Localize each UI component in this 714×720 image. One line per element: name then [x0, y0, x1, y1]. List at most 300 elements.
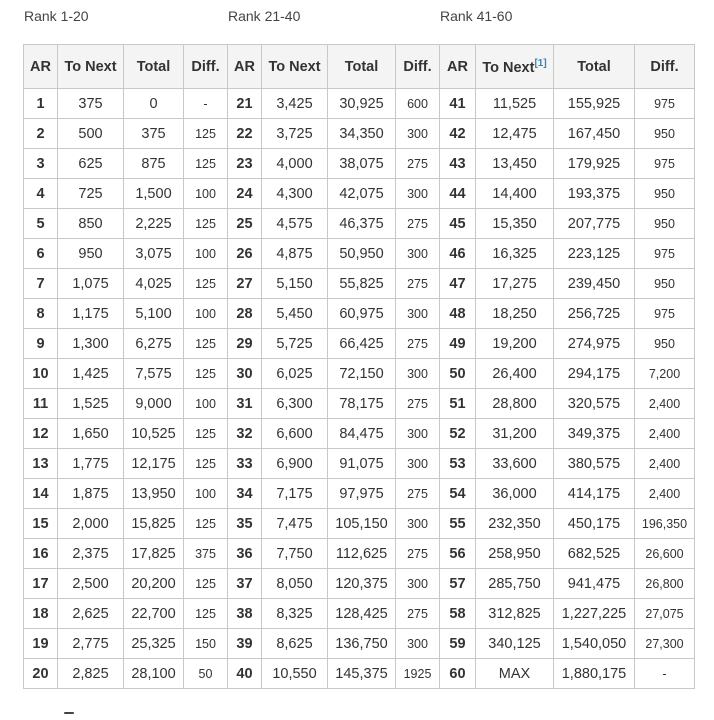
cell-ar: 3 — [24, 149, 58, 179]
cell-to-next: 6,300 — [262, 389, 328, 419]
table-row — [228, 629, 440, 659]
caption-rank-21-40: Rank 21-40 — [228, 8, 301, 24]
cell-total: 167,450 — [554, 119, 635, 149]
cell-to-next: 4,300 — [262, 179, 328, 209]
cell-diff: 975 — [635, 149, 695, 179]
cell-diff: 196,350 — [635, 509, 695, 539]
cell-to-next: 285,750 — [476, 569, 554, 599]
table-row — [24, 269, 228, 299]
cell-to-next: 2,000 — [58, 509, 124, 539]
cell-total: 349,375 — [554, 419, 635, 449]
table-row — [24, 119, 228, 149]
cell-to-next: 6,900 — [262, 449, 328, 479]
cell-total: 375 — [124, 119, 184, 149]
cell-to-next: 2,825 — [58, 659, 124, 689]
cell-total: 30,925 — [328, 89, 396, 119]
cell-diff: 600 — [396, 89, 440, 119]
cell-diff: 2,400 — [635, 449, 695, 479]
table-row — [24, 509, 228, 539]
cell-to-next: 232,350 — [476, 509, 554, 539]
table-row — [440, 299, 695, 329]
cell-ar: 20 — [24, 659, 58, 689]
cell-diff: 26,800 — [635, 569, 695, 599]
cell-total: 193,375 — [554, 179, 635, 209]
cell-diff: 275 — [396, 389, 440, 419]
cell-ar: 59 — [440, 629, 476, 659]
cell-total: 72,150 — [328, 359, 396, 389]
rank-table-1-20 — [23, 44, 228, 689]
cell-diff: 125 — [184, 119, 228, 149]
cell-ar: 8 — [24, 299, 58, 329]
cell-diff: 975 — [635, 239, 695, 269]
table-row — [440, 179, 695, 209]
cut-off-text-fragment — [64, 712, 74, 714]
table-row — [24, 659, 228, 689]
cell-ar: 27 — [228, 269, 262, 299]
cell-total: 12,175 — [124, 449, 184, 479]
cell-diff: 26,600 — [635, 539, 695, 569]
cell-to-next: 8,050 — [262, 569, 328, 599]
cell-ar: 43 — [440, 149, 476, 179]
cell-diff: 300 — [396, 629, 440, 659]
cell-to-next: 2,375 — [58, 539, 124, 569]
cell-ar: 7 — [24, 269, 58, 299]
header-total: Total — [554, 45, 635, 89]
cell-to-next: 3,725 — [262, 119, 328, 149]
cell-total: 9,000 — [124, 389, 184, 419]
table-row — [228, 449, 440, 479]
table-row — [24, 629, 228, 659]
table-row — [24, 89, 228, 119]
cell-to-next: 2,500 — [58, 569, 124, 599]
header-total: Total — [124, 45, 184, 89]
cell-ar: 10 — [24, 359, 58, 389]
table-row — [440, 509, 695, 539]
cell-diff: 950 — [635, 209, 695, 239]
cell-total: 128,425 — [328, 599, 396, 629]
rank-table-21-40 — [227, 44, 440, 689]
cell-to-next: 950 — [58, 239, 124, 269]
table-row — [440, 239, 695, 269]
cell-total: 875 — [124, 149, 184, 179]
cell-to-next: 6,025 — [262, 359, 328, 389]
table-row — [228, 239, 440, 269]
cell-diff: 300 — [396, 299, 440, 329]
table-row — [24, 239, 228, 269]
cell-diff: 275 — [396, 479, 440, 509]
cell-to-next: 258,950 — [476, 539, 554, 569]
table-row — [440, 329, 695, 359]
cell-diff: 300 — [396, 449, 440, 479]
cell-diff: 300 — [396, 239, 440, 269]
cell-to-next: 1,075 — [58, 269, 124, 299]
cell-ar: 15 — [24, 509, 58, 539]
cell-diff: 275 — [396, 209, 440, 239]
cell-total: 10,525 — [124, 419, 184, 449]
cell-ar: 24 — [228, 179, 262, 209]
cell-diff: 125 — [184, 329, 228, 359]
header-diff: Diff. — [635, 45, 695, 89]
table-row — [228, 389, 440, 419]
cell-diff: 950 — [635, 179, 695, 209]
header-diff: Diff. — [184, 45, 228, 89]
table-row — [440, 269, 695, 299]
table-row — [440, 539, 695, 569]
cell-ar: 37 — [228, 569, 262, 599]
caption-rank-1-20: Rank 1-20 — [24, 8, 89, 24]
cell-to-next: 10,550 — [262, 659, 328, 689]
table-row — [24, 209, 228, 239]
cell-diff: 125 — [184, 419, 228, 449]
cell-diff: 100 — [184, 239, 228, 269]
cell-to-next: 14,400 — [476, 179, 554, 209]
header-to-next: To Next — [58, 45, 124, 89]
table-row — [440, 419, 695, 449]
cell-total: 66,425 — [328, 329, 396, 359]
cell-ar: 49 — [440, 329, 476, 359]
cell-total: 28,100 — [124, 659, 184, 689]
cell-ar: 21 — [228, 89, 262, 119]
cell-ar: 50 — [440, 359, 476, 389]
cell-ar: 60 — [440, 659, 476, 689]
table-row — [24, 479, 228, 509]
cell-to-next: 7,750 — [262, 539, 328, 569]
header-ar: AR — [24, 45, 58, 89]
cell-to-next: 375 — [58, 89, 124, 119]
table-row — [228, 509, 440, 539]
table-row — [440, 389, 695, 419]
cell-to-next: 11,525 — [476, 89, 554, 119]
table-row — [440, 479, 695, 509]
table-row — [228, 539, 440, 569]
cell-ar: 33 — [228, 449, 262, 479]
cell-total: 4,025 — [124, 269, 184, 299]
cell-total: 112,625 — [328, 539, 396, 569]
caption-rank-41-60: Rank 41-60 — [440, 8, 513, 24]
header-total: Total — [328, 45, 396, 89]
cell-total: 320,575 — [554, 389, 635, 419]
cell-total: 1,880,175 — [554, 659, 635, 689]
cell-to-next: 625 — [58, 149, 124, 179]
cell-total: 136,750 — [328, 629, 396, 659]
cell-to-next: 12,475 — [476, 119, 554, 149]
cell-diff: 50 — [184, 659, 228, 689]
cell-to-next: 312,825 — [476, 599, 554, 629]
cell-to-next: 2,625 — [58, 599, 124, 629]
cell-diff: 950 — [635, 119, 695, 149]
cell-total: 682,525 — [554, 539, 635, 569]
cell-ar: 54 — [440, 479, 476, 509]
cell-diff: 125 — [184, 359, 228, 389]
cell-diff: 300 — [396, 569, 440, 599]
table-row — [228, 419, 440, 449]
cell-total: 60,975 — [328, 299, 396, 329]
table-row — [24, 359, 228, 389]
cell-total: 22,700 — [124, 599, 184, 629]
table-row — [24, 299, 228, 329]
cell-total: 120,375 — [328, 569, 396, 599]
cell-ar: 11 — [24, 389, 58, 419]
cell-total: 97,975 — [328, 479, 396, 509]
cell-total: 25,325 — [124, 629, 184, 659]
cell-to-next: 15,350 — [476, 209, 554, 239]
header-to-next-label: To Next — [482, 59, 535, 76]
cell-total: 20,200 — [124, 569, 184, 599]
cell-to-next: 6,600 — [262, 419, 328, 449]
cell-diff: 27,300 — [635, 629, 695, 659]
cell-ar: 58 — [440, 599, 476, 629]
cell-total: 55,825 — [328, 269, 396, 299]
table-row — [440, 209, 695, 239]
cell-ar: 26 — [228, 239, 262, 269]
cell-total: 145,375 — [328, 659, 396, 689]
cell-total: 1,540,050 — [554, 629, 635, 659]
cell-ar: 40 — [228, 659, 262, 689]
cell-ar: 28 — [228, 299, 262, 329]
cell-diff: 125 — [184, 149, 228, 179]
cell-ar: 51 — [440, 389, 476, 419]
footnote-link[interactable]: [1] — [534, 57, 547, 69]
header-diff: Diff. — [396, 45, 440, 89]
cell-total: 2,225 — [124, 209, 184, 239]
cell-ar: 44 — [440, 179, 476, 209]
table-row — [24, 569, 228, 599]
cell-to-next: 5,725 — [262, 329, 328, 359]
cell-total: 380,575 — [554, 449, 635, 479]
cell-to-next: 7,175 — [262, 479, 328, 509]
cell-to-next: 5,150 — [262, 269, 328, 299]
cell-diff: 2,400 — [635, 419, 695, 449]
cell-diff: 950 — [635, 269, 695, 299]
cell-to-next: 3,425 — [262, 89, 328, 119]
cell-to-next: 1,650 — [58, 419, 124, 449]
cell-ar: 19 — [24, 629, 58, 659]
cell-ar: 18 — [24, 599, 58, 629]
cell-diff: 275 — [396, 329, 440, 359]
cell-total: 207,775 — [554, 209, 635, 239]
cell-total: 256,725 — [554, 299, 635, 329]
cell-to-next: 28,800 — [476, 389, 554, 419]
cell-diff: 125 — [184, 209, 228, 239]
cell-total: 15,825 — [124, 509, 184, 539]
cell-total: 1,227,225 — [554, 599, 635, 629]
cell-ar: 13 — [24, 449, 58, 479]
table-row — [440, 599, 695, 629]
table-row — [24, 449, 228, 479]
cell-diff: 275 — [396, 599, 440, 629]
cell-diff: 300 — [396, 179, 440, 209]
table-row — [440, 629, 695, 659]
cell-ar: 4 — [24, 179, 58, 209]
cell-ar: 41 — [440, 89, 476, 119]
cell-ar: 53 — [440, 449, 476, 479]
cell-to-next: 17,275 — [476, 269, 554, 299]
cell-total: 450,175 — [554, 509, 635, 539]
cell-to-next: 33,600 — [476, 449, 554, 479]
cell-to-next: 4,875 — [262, 239, 328, 269]
cell-total: 1,500 — [124, 179, 184, 209]
cell-ar: 17 — [24, 569, 58, 599]
cell-to-next: 19,200 — [476, 329, 554, 359]
cell-to-next: 36,000 — [476, 479, 554, 509]
cell-diff: 300 — [396, 359, 440, 389]
table-row — [228, 119, 440, 149]
table-row — [228, 299, 440, 329]
cell-ar: 2 — [24, 119, 58, 149]
cell-total: 13,950 — [124, 479, 184, 509]
cell-total: 155,925 — [554, 89, 635, 119]
table-row — [24, 389, 228, 419]
cell-to-next: 1,175 — [58, 299, 124, 329]
cell-to-next: 1,425 — [58, 359, 124, 389]
cell-ar: 6 — [24, 239, 58, 269]
cell-to-next: 500 — [58, 119, 124, 149]
table-row — [228, 269, 440, 299]
cell-diff: 1925 — [396, 659, 440, 689]
cell-diff: 275 — [396, 539, 440, 569]
cell-total: 34,350 — [328, 119, 396, 149]
table-row — [228, 359, 440, 389]
cell-to-next: 1,775 — [58, 449, 124, 479]
cell-total: 5,100 — [124, 299, 184, 329]
cell-diff: 125 — [184, 269, 228, 299]
cell-diff: 125 — [184, 449, 228, 479]
cell-ar: 12 — [24, 419, 58, 449]
cell-ar: 9 — [24, 329, 58, 359]
cell-to-next: 7,475 — [262, 509, 328, 539]
cell-total: 7,575 — [124, 359, 184, 389]
table-row — [440, 149, 695, 179]
cell-total: 274,975 — [554, 329, 635, 359]
cell-diff: 975 — [635, 89, 695, 119]
cell-total: 239,450 — [554, 269, 635, 299]
table-row — [440, 659, 695, 689]
cell-total: 0 — [124, 89, 184, 119]
cell-total: 17,825 — [124, 539, 184, 569]
cell-total: 105,150 — [328, 509, 396, 539]
table-row — [228, 479, 440, 509]
table-row — [228, 149, 440, 179]
cell-total: 6,275 — [124, 329, 184, 359]
cell-diff: 300 — [396, 509, 440, 539]
cell-ar: 52 — [440, 419, 476, 449]
cell-ar: 31 — [228, 389, 262, 419]
cell-to-next: 13,450 — [476, 149, 554, 179]
cell-total: 3,075 — [124, 239, 184, 269]
cell-to-next: 4,000 — [262, 149, 328, 179]
cell-to-next: 2,775 — [58, 629, 124, 659]
cell-total: 42,075 — [328, 179, 396, 209]
cell-ar: 47 — [440, 269, 476, 299]
cell-to-next: MAX — [476, 659, 554, 689]
table-row — [440, 449, 695, 479]
cell-diff: 300 — [396, 419, 440, 449]
cell-diff: 275 — [396, 269, 440, 299]
header-ar: AR — [228, 45, 262, 89]
cell-diff: 375 — [184, 539, 228, 569]
table-row — [228, 599, 440, 629]
cell-total: 414,175 — [554, 479, 635, 509]
table-row — [228, 89, 440, 119]
cell-to-next: 340,125 — [476, 629, 554, 659]
cell-to-next: 8,625 — [262, 629, 328, 659]
cell-ar: 23 — [228, 149, 262, 179]
table-row — [228, 569, 440, 599]
cell-ar: 5 — [24, 209, 58, 239]
cell-ar: 56 — [440, 539, 476, 569]
table-row — [228, 179, 440, 209]
cell-to-next: 31,200 — [476, 419, 554, 449]
cell-diff: 950 — [635, 329, 695, 359]
cell-ar: 34 — [228, 479, 262, 509]
cell-ar: 30 — [228, 359, 262, 389]
cell-ar: 35 — [228, 509, 262, 539]
cell-to-next: 18,250 — [476, 299, 554, 329]
cell-to-next: 1,875 — [58, 479, 124, 509]
table-row — [440, 89, 695, 119]
cell-ar: 45 — [440, 209, 476, 239]
cell-diff: 150 — [184, 629, 228, 659]
cell-diff: 7,200 — [635, 359, 695, 389]
cell-ar: 55 — [440, 509, 476, 539]
cell-ar: 38 — [228, 599, 262, 629]
cell-diff: 2,400 — [635, 479, 695, 509]
header-ar: AR — [440, 45, 476, 89]
cell-total: 223,125 — [554, 239, 635, 269]
header-to-next — [476, 45, 554, 89]
cell-to-next: 725 — [58, 179, 124, 209]
cell-total: 91,075 — [328, 449, 396, 479]
table-row — [440, 119, 695, 149]
cell-diff: 27,075 — [635, 599, 695, 629]
cell-to-next: 26,400 — [476, 359, 554, 389]
cell-ar: 42 — [440, 119, 476, 149]
table-row — [228, 329, 440, 359]
cell-total: 179,925 — [554, 149, 635, 179]
table-row — [24, 539, 228, 569]
cell-ar: 16 — [24, 539, 58, 569]
cell-diff: 100 — [184, 389, 228, 419]
cell-total: 941,475 — [554, 569, 635, 599]
header-to-next: To Next — [262, 45, 328, 89]
cell-diff: 100 — [184, 179, 228, 209]
table-row — [24, 329, 228, 359]
table-row — [24, 179, 228, 209]
cell-diff: 125 — [184, 509, 228, 539]
cell-ar: 25 — [228, 209, 262, 239]
table-row — [228, 659, 440, 689]
cell-to-next: 1,525 — [58, 389, 124, 419]
table-row — [24, 149, 228, 179]
cell-diff: 100 — [184, 479, 228, 509]
cell-to-next: 850 — [58, 209, 124, 239]
cell-diff: 300 — [396, 119, 440, 149]
cell-diff: 2,400 — [635, 389, 695, 419]
cell-total: 294,175 — [554, 359, 635, 389]
table-row — [440, 569, 695, 599]
cell-diff: - — [184, 89, 228, 119]
cell-ar: 57 — [440, 569, 476, 599]
cell-diff: 100 — [184, 299, 228, 329]
cell-diff: - — [635, 659, 695, 689]
table-row — [228, 209, 440, 239]
cell-diff: 125 — [184, 569, 228, 599]
rank-table-41-60 — [439, 44, 695, 689]
cell-to-next: 16,325 — [476, 239, 554, 269]
cell-ar: 39 — [228, 629, 262, 659]
cell-ar: 32 — [228, 419, 262, 449]
cell-to-next: 8,325 — [262, 599, 328, 629]
